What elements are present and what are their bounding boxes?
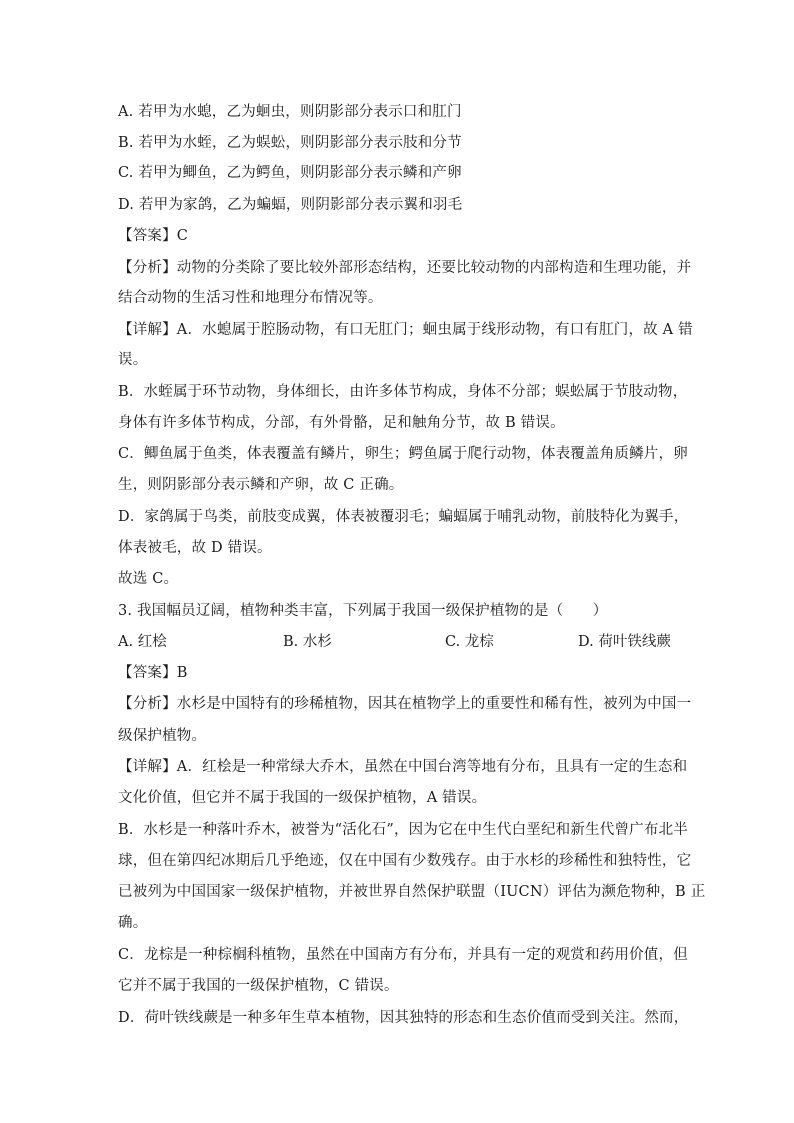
q2-analysis-line: 结合动物的生活习性和地理分布情况等。 <box>118 290 383 306</box>
q3-answer: 【答案】B <box>118 665 188 681</box>
q3-detail-line: 球，但在第四纪冰期后几乎绝迹，仅在中国有少数残存。由于水杉的珍稀性和独特性，它 <box>118 853 692 869</box>
q3-detail-line: 它并不属于我国的一级保护植物，C 错误。 <box>118 978 399 994</box>
q2-option-d: D. 若甲为家鸽，乙为蝙蝠，则阴影部分表示翼和羽毛 <box>118 197 463 213</box>
q2-detail-line: C．鲫鱼属于鱼类，体表覆盖有鳞片，卵生；鳄鱼属于爬行动物，体表覆盖角质鳞片，卵 <box>118 446 688 462</box>
q3-detail-line: D．荷叶铁线蕨是一种多年生草本植物，因其独特的形态和生态价值而受到关注。然而， <box>118 1010 689 1026</box>
q3-detail-line: 已被列为中国国家一级保护植物，并被世界自然保护联盟（IUCN）评估为濒危物种，B 正 <box>118 884 706 900</box>
q3-detail-line: 文化价值，但它并不属于我国的一级保护植物，A 错误。 <box>118 790 487 806</box>
q3-option-d: D. 荷叶铁线蕨 <box>578 634 671 650</box>
q2-answer: 【答案】C <box>118 228 189 244</box>
q2-detail-line: 身体有许多体节构成，分部，有外骨骼，足和触角分节，故 B 错误。 <box>118 415 565 431</box>
q2-detail-line: 【详解】A．水螅属于腔肠动物，有口无肛门；蛔虫属于线形动物，有口有肛门，故 A 错 <box>118 322 693 338</box>
q3-option-b: B. 水杉 <box>283 634 332 650</box>
q2-detail-line: 误。 <box>118 352 148 368</box>
q3-analysis-line: 级保护植物。 <box>118 728 207 744</box>
q3-stem: 3. 我国幅员辽阔，植物种类丰富，下列属于我国一级保护植物的是（ ） <box>118 603 608 619</box>
q3-option-c: C. 龙棕 <box>445 634 494 650</box>
q3-option-a: A. 红桧 <box>118 634 167 650</box>
q2-detail-line: 生，则阴影部分表示鳞和产卵，故 C 正确。 <box>118 477 404 493</box>
q2-detail-line: B．水蛭属于环节动物，身体细长，由许多体节构成，身体不分部；蜈蚣属于节肢动物， <box>118 384 688 400</box>
q2-detail-line: D．家鸽属于鸟类，前肢变成翼，体表被覆羽毛；蝙蝠属于哺乳动物，前肢特化为翼手， <box>118 509 689 525</box>
q2-conclusion: 故选 C。 <box>118 571 179 587</box>
q3-analysis-line: 【分析】水杉是中国特有的珍稀植物，因其在植物学上的重要性和稀有性，被列为中国一 <box>118 696 692 712</box>
q3-detail-line: 确。 <box>118 915 148 931</box>
q2-detail-line: 体表被毛，故 D 错误。 <box>118 540 272 556</box>
q3-detail-line: C．龙棕是一种棕榈科植物，虽然在中国南方有分布，并具有一定的观赏和药用价值，但 <box>118 947 688 963</box>
q3-detail-line: 【详解】A．红桧是一种常绿大乔木，虽然在中国台湾等地有分布，且具有一定的生态和 <box>118 759 688 775</box>
q2-analysis-line: 【分析】动物的分类除了要比较外部形态结构，还要比较动物的内部构造和生理功能，并 <box>118 260 692 276</box>
q2-option-b: B. 若甲为水蛭，乙为蜈蚣，则阴影部分表示肢和分节 <box>118 135 462 151</box>
q2-option-c: C. 若甲为鲫鱼，乙为鳄鱼，则阴影部分表示鳞和产卵 <box>118 165 462 181</box>
q3-detail-line: B．水杉是一种落叶乔木，被誉为“活化石”，因为它在中生代白垩纪和新生代曾广布北半 <box>118 822 688 838</box>
q2-option-a: A. 若甲为水螅，乙为蛔虫，则阴影部分表示口和肛门 <box>118 104 462 120</box>
